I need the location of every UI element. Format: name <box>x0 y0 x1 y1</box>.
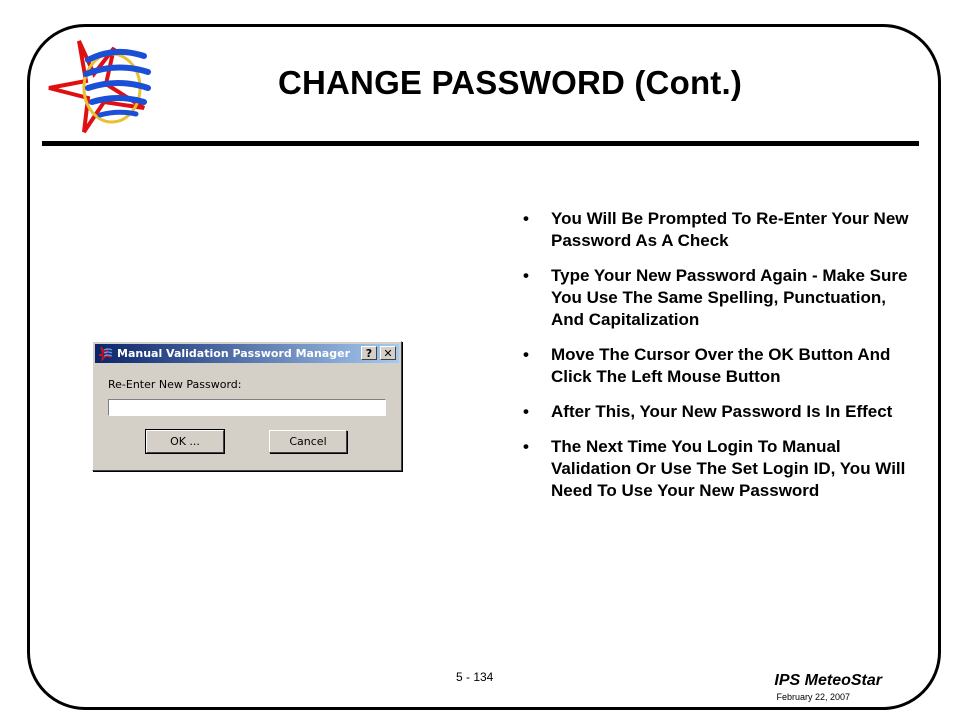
slide-date: February 22, 2007 <box>776 692 850 702</box>
list-item <box>523 265 923 331</box>
list-item <box>523 344 923 388</box>
list-item <box>523 401 923 423</box>
company-name: IPS MeteoStar <box>774 672 882 689</box>
slide-title: CHANGE PASSWORD (Cont.) <box>277 64 743 101</box>
bullet-glyph: • <box>523 345 529 364</box>
dialog-titlebar[interactable] <box>95 344 399 363</box>
list-item <box>523 436 923 502</box>
close-button[interactable]: ✕ <box>380 346 396 360</box>
meteostar-logo-icon <box>44 26 154 136</box>
bullet-glyph: • <box>523 402 529 421</box>
reenter-password-input[interactable] <box>108 399 386 416</box>
title-divider <box>42 141 919 146</box>
cancel-button[interactable]: Cancel <box>269 430 347 453</box>
app-icon <box>98 346 113 361</box>
bullet-text: Move The Cursor Over the OK Button And Click The Left Mouse Button <box>551 345 891 386</box>
bullet-glyph: • <box>523 437 529 456</box>
bullet-text: The Next Time You Login To Manual Validation Or Use The Set Login ID, You Will Need To Use Your New Password <box>551 437 906 500</box>
bullet-text: After This, Your New Password Is In Effect <box>551 402 893 421</box>
dialog-title: Manual Validation Password Manager <box>117 347 350 360</box>
reenter-password-label: Re-Enter New Password: <box>108 378 242 391</box>
bullet-text: You Will Be Prompted To Re-Enter Your New Password As A Check <box>551 209 909 250</box>
bullet-glyph: • <box>523 209 529 228</box>
instruction-list <box>523 208 923 515</box>
bullet-glyph: • <box>523 266 529 285</box>
password-manager-dialog <box>92 341 402 471</box>
list-item <box>523 208 923 252</box>
bullet-text: Type Your New Password Again - Make Sure You Use The Same Spelling, Punctuation, And Capitalization <box>551 266 908 329</box>
ok-button[interactable]: OK ... <box>146 430 224 453</box>
help-button[interactable]: ? <box>361 346 377 360</box>
page-number: 5 - 134 <box>456 670 494 684</box>
